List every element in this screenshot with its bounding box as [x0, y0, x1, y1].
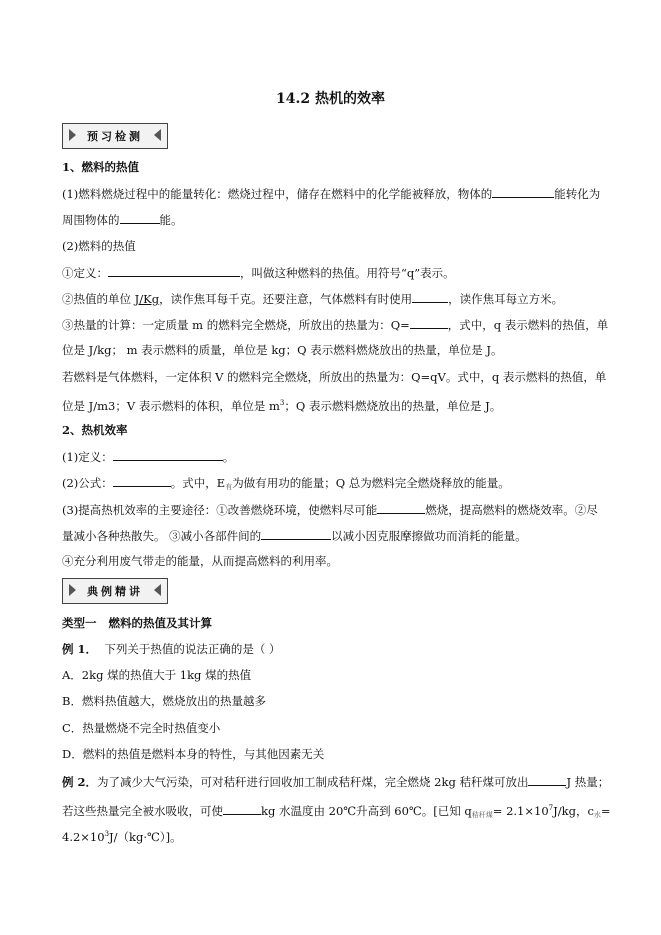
paragraph: 若燃料是气体燃料，一定体积 V 的燃料完全燃烧，所放出的热量为：Q=qV。式中，q 表示燃料的热值，单 [62, 370, 607, 384]
paragraph: (1)定义： 。 [62, 450, 235, 464]
paragraph: (2)燃料的热值 [62, 239, 136, 253]
answer-blank[interactable] [120, 212, 160, 224]
answer-blank[interactable] [108, 265, 240, 277]
section-badge-preview: 预习检测 [62, 123, 168, 149]
paragraph: 量减小各种热散失。 ③减小各部件间的 以减小因克服摩擦做功而消耗的能量。 [62, 529, 527, 543]
paragraph: 位是 J/m3；V 表示燃料的体积，单位是 $m^3$；Q 表示燃料燃烧放出的热量，单位是 J。 [62, 399, 502, 413]
type-heading: 类型一 燃料的热值及其计算 [62, 616, 213, 630]
answer-blank[interactable] [223, 803, 261, 815]
paragraph: 位是 J/kg； m 表示燃料的质量，单位是 kg；Q 表示燃料燃烧放出的热量，单位是 J。 [62, 343, 503, 357]
paragraph: 周围物体的 能。 [62, 213, 183, 227]
example-2-cont: $4.2\times 10^3J/(kg\cdot℃)$]。 [62, 830, 182, 844]
paragraph: ②热值的单位 J/Kg，读作焦耳每千克。还要注意，气体燃料有时使用 ，读作焦耳每立方米。 [62, 292, 564, 306]
paragraph: (1)燃料燃烧过程中的能量转化：燃烧过程中，储存在燃料中的化学能被释放，物体的 能转化为 [62, 187, 601, 201]
answer-blank[interactable] [528, 774, 566, 786]
example-2: 例 2．为了减少大气污染，可对秸秆进行回收加工制成秸秆煤，完全燃烧 2kg 秸秆煤可放出 J 热量； [62, 775, 610, 789]
page-title: 14.2 热机的效率 [276, 91, 385, 107]
answer-blank[interactable] [113, 449, 223, 461]
option-b[interactable]: B．燃料热值越大，燃烧放出的热量越多 [62, 694, 266, 708]
answer-blank[interactable] [261, 528, 331, 540]
example-1: 例 1． 下列关于热值的说法正确的是（ ） [62, 642, 281, 656]
section-heading-fuel-value: 1、燃料的热值 [62, 160, 140, 174]
answer-blank[interactable] [410, 317, 448, 329]
answer-blank[interactable] [492, 186, 554, 198]
answer-blank[interactable] [113, 475, 171, 487]
option-a[interactable]: A．2kg 煤的热值大于 1kg 煤的热值 [62, 668, 252, 682]
option-d[interactable]: D．燃料的热值是燃料本身的特性，与其他因素无关 [62, 747, 325, 761]
option-c[interactable]: C．热量燃烧不完全时热值变小 [62, 721, 221, 735]
section-badge-examples: 典例精讲 [62, 578, 168, 604]
section-heading-efficiency: 2、热机效率 [62, 423, 128, 437]
paragraph: ③热量的计算：一定质量 m 的燃料完全燃烧，所放出的热量为：Q= ，式中，q 表示燃料的热值，单 [62, 318, 609, 332]
paragraph: ④充分利用废气带走的能量，从而提高燃料的利用率。 [62, 554, 338, 568]
paragraph: (2)公式： 。式中，$E_有$为做有用功的能量；Q 总为燃料完全燃烧释放的能量。 [62, 476, 510, 491]
answer-blank[interactable] [412, 291, 448, 303]
paragraph: ①定义： ，叫做这种燃料的热值。用符号“q”表示。 [62, 266, 455, 280]
paragraph: (3)提高热机效率的主要途径：①改善燃烧环境，使燃料尽可能 燃烧，提高燃料的燃烧效率。②尽 [62, 503, 598, 517]
example-2-cont: 若这些热量完全被水吸收，可使 kg 水温度由 20℃升高到 60℃。[已知 $q_{秸秆煤}= 2.1\times 10^7J/kg$，$c_水=$ [62, 804, 611, 819]
answer-blank[interactable] [377, 502, 425, 514]
